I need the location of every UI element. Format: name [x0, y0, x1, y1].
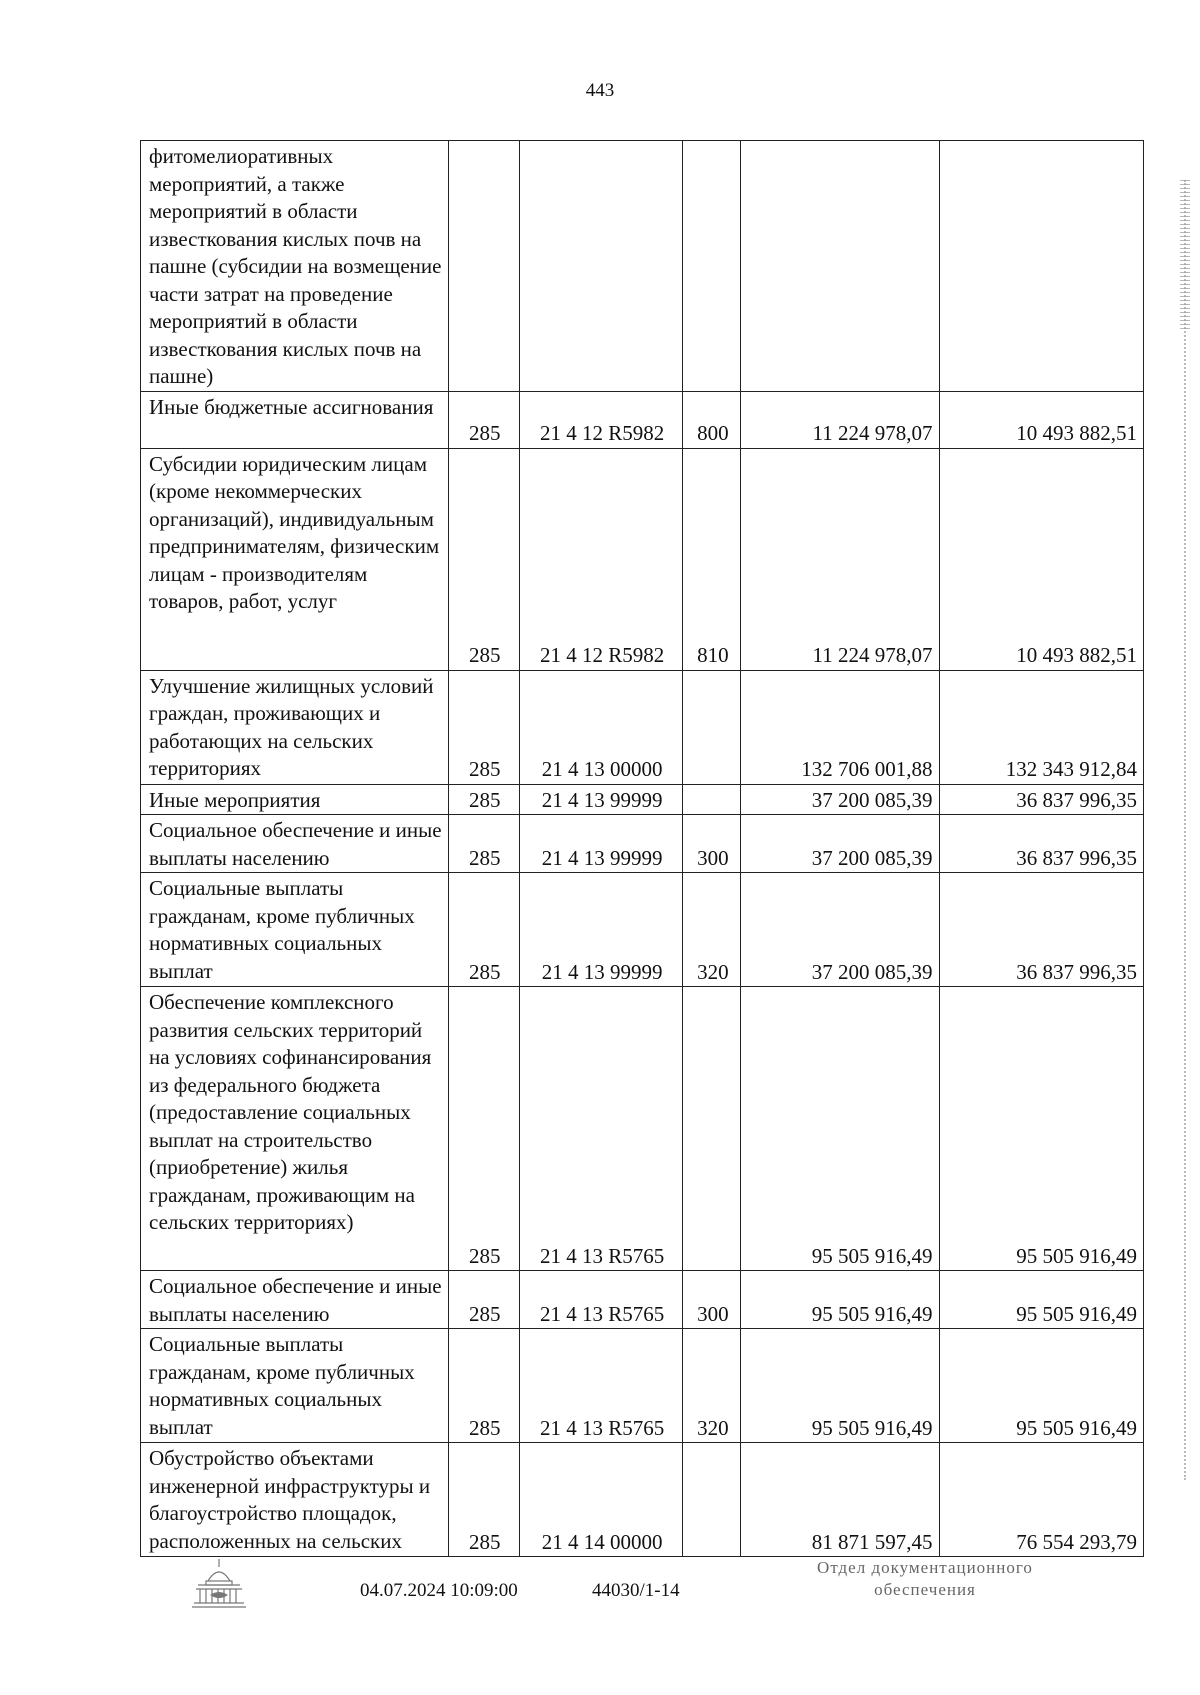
row-amount-plan: 37 200 085,39: [741, 873, 939, 987]
table-row: [141, 873, 1144, 987]
row-csr: 21 4 13 R5765: [519, 1271, 683, 1329]
row-vr: 800: [683, 391, 741, 448]
scan-marks: [1180, 180, 1190, 330]
row-ministry: 285: [448, 784, 519, 815]
row-amount-fact: 76 554 293,79: [939, 1443, 1144, 1557]
department-stamp: [780, 1557, 1070, 1601]
row-ministry: 285: [448, 987, 519, 1271]
row-vr: [683, 670, 741, 784]
row-csr: 21 4 14 00000: [519, 1443, 683, 1557]
table-row: [141, 670, 1144, 784]
table-row: [141, 141, 1144, 392]
row-csr: 21 4 13 R5765: [519, 1329, 683, 1443]
row-ministry: 285: [448, 815, 519, 873]
row-vr: 300: [683, 1271, 741, 1329]
row-vr: 320: [683, 873, 741, 987]
stamp-line-1: Отдел документационного: [817, 1558, 1033, 1577]
table-row: [141, 1271, 1144, 1329]
row-amount-fact: 36 837 996,35: [939, 873, 1144, 987]
row-amount-plan: 95 505 916,49: [741, 1271, 939, 1329]
row-name: Иные мероприятия: [141, 784, 449, 815]
row-amount-fact: 132 343 912,84: [939, 670, 1144, 784]
row-name: Обеспечение комплексного развития сельских территорий на условиях софинансирования из федерального бюджета (предоставление социальных выплат на строительство (приобретение) жилья гражданам, проживающим на сельских территориях): [141, 987, 449, 1271]
stamp-line-2: обеспечения: [874, 1580, 976, 1599]
footer-reg-number: 44030/1-14: [592, 1580, 680, 1601]
table-row: [141, 815, 1144, 873]
row-csr: 21 4 13 99999: [519, 873, 683, 987]
table-row: [141, 987, 1144, 1271]
duma-building-logo: [190, 1555, 248, 1615]
row-amount-plan: 37 200 085,39: [741, 784, 939, 815]
row-amount-fact: 36 837 996,35: [939, 815, 1144, 873]
footer-datetime: 04.07.2024 10:09:00: [360, 1580, 518, 1601]
page-number: 443: [585, 80, 615, 101]
row-vr: [683, 141, 741, 392]
table-row: [141, 448, 1144, 670]
row-amount-fact: 36 837 996,35: [939, 784, 1144, 815]
row-vr: 810: [683, 448, 741, 670]
row-name: Иные бюджетные ассигнования: [141, 391, 449, 448]
row-csr: 21 4 13 00000: [519, 670, 683, 784]
row-vr: 300: [683, 815, 741, 873]
row-vr: 320: [683, 1329, 741, 1443]
table-row: [141, 784, 1144, 815]
row-ministry: 285: [448, 670, 519, 784]
row-amount-plan: 95 505 916,49: [741, 987, 939, 1271]
row-amount-plan: 11 224 978,07: [741, 448, 939, 670]
row-vr: [683, 1443, 741, 1557]
row-vr: [683, 987, 741, 1271]
table-row: [141, 391, 1144, 448]
row-csr: [519, 141, 683, 392]
row-amount-fact: 10 493 882,51: [939, 391, 1144, 448]
budget-table: [140, 140, 1144, 1557]
row-name: Улучшение жилищных условий граждан, проживающих и работающих на сельских территориях: [141, 670, 449, 784]
row-name: Обустройство объектами инженерной инфраструктуры и благоустройство площадок, расположенных на сельских: [141, 1443, 449, 1557]
row-ministry: 285: [448, 391, 519, 448]
row-amount-plan: 95 505 916,49: [741, 1329, 939, 1443]
row-ministry: [448, 141, 519, 392]
row-amount-fact: 10 493 882,51: [939, 448, 1144, 670]
table-row: [141, 1329, 1144, 1443]
row-amount-plan: 37 200 085,39: [741, 815, 939, 873]
row-amount-fact: [939, 141, 1144, 392]
row-amount-fact: 95 505 916,49: [939, 1271, 1144, 1329]
row-name: фитомелиоративных мероприятий, а также мероприятий в области известкования кислых почв на пашне (субсидии на возмещение части затрат на проведение мероприятий в области известкования кислых почв на пашне): [141, 141, 449, 392]
row-name: Социальные выплаты гражданам, кроме публичных нормативных социальных выплат: [141, 873, 449, 987]
row-csr: 21 4 13 99999: [519, 815, 683, 873]
table-row: [141, 1443, 1144, 1557]
scan-edge-line: [1184, 180, 1188, 1480]
row-amount-plan: 81 871 597,45: [741, 1443, 939, 1557]
row-name: Социальное обеспечение и иные выплаты населению: [141, 1271, 449, 1329]
row-amount-fact: 95 505 916,49: [939, 1329, 1144, 1443]
row-name: Социальное обеспечение и иные выплаты населению: [141, 815, 449, 873]
row-ministry: 285: [448, 1329, 519, 1443]
row-amount-plan: 11 224 978,07: [741, 391, 939, 448]
row-csr: 21 4 12 R5982: [519, 391, 683, 448]
row-vr: [683, 784, 741, 815]
row-csr: 21 4 12 R5982: [519, 448, 683, 670]
row-amount-fact: 95 505 916,49: [939, 987, 1144, 1271]
row-name: Субсидии юридическим лицам (кроме некоммерческих организаций), индивидуальным предпринимателям, физическим лицам - производителям товаров, работ, услуг: [141, 448, 449, 670]
row-ministry: 285: [448, 448, 519, 670]
row-amount-plan: [741, 141, 939, 392]
row-csr: 21 4 13 99999: [519, 784, 683, 815]
row-ministry: 285: [448, 873, 519, 987]
row-ministry: 285: [448, 1443, 519, 1557]
row-name: Социальные выплаты гражданам, кроме публичных нормативных социальных выплат: [141, 1329, 449, 1443]
row-csr: 21 4 13 R5765: [519, 987, 683, 1271]
row-amount-plan: 132 706 001,88: [741, 670, 939, 784]
row-ministry: 285: [448, 1271, 519, 1329]
